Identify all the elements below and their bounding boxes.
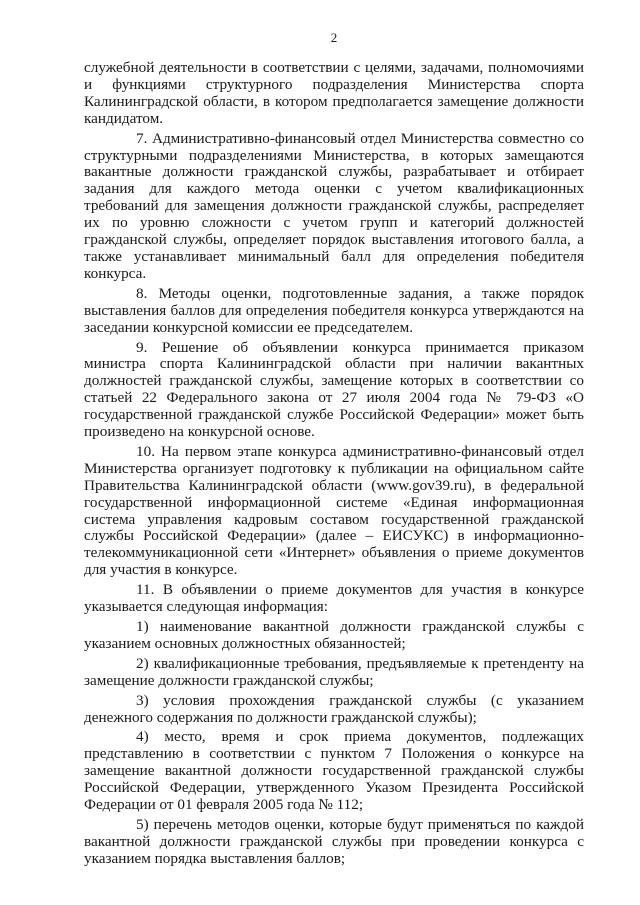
paragraph-continuation: служебной деятельности в соответствии с целями, задачами, полномочиями и функциями структурного подразделения Министерства спорта Калининградской области, в котором предполагается замещение должности кандидатом. <box>84 59 584 127</box>
paragraph-item-10: 10. На первом этапе конкурса административно-финансовый отдел Министерства организует подготовку к публикации на официальном сайте Правительства Калининградской области (www.gov39.ru), в федеральной государственной информационной системе «Единая информационная система управления кадровым составом государственной гражданской службы Российской Федерации» (далее – ЕИСУКС) в информационно-телекоммуникационной сети «Интернет» объявления о приеме документов для участия в конкурсе. <box>84 442 584 579</box>
list-item-1: 1) наименование вакантной должности гражданской службы с указанием основных должностных обязанностей; <box>84 618 584 652</box>
list-item-4: 4) место, время и срок приема документов, подлежащих представлению в соответствии с пунктом 7 Положения о конкурсе на замещение вакантной должности государственной гражданской службы Российской Федерации, утвержденного Указом Президента Российской Федерации от 01 февраля 2005 года № 112; <box>84 728 584 814</box>
paragraph-item-7: 7. Административно-финансовый отдел Министерства совместно со структурными подразделениями Министерства, в которых замещаются вакантные должности гражданской службы, разрабатывает и отбирает задания для каждого метода оценки с учетом квалификационных требований для замещения должности гражданской службы, распределяет их по уровню сложности с учетом групп и категорий должностей гражданской службы, определяет порядок выставления итогового балла, а также устанавливает минимальный балл для определения победителя конкурса. <box>84 129 584 282</box>
paragraph-item-11: 11. В объявлении о приеме документов для участия в конкурсе указывается следующая информация: <box>84 581 584 616</box>
list-item-5: 5) перечень методов оценки, которые будут применяться по каждой вакантной должности гражданской службы при проведении конкурса с указанием порядка выставления баллов; <box>84 815 584 867</box>
paragraph-item-8: 8. Методы оценки, подготовленные задания, а также порядок выставления баллов для определения победителя конкурса утверждаются на заседании конкурсной комиссии ее председателем. <box>84 284 584 336</box>
list-item-2: 2) квалификационные требования, предъявляемые к претенденту на замещение должности гражданской службы; <box>84 654 584 689</box>
page-number: 2 <box>330 30 338 45</box>
list-item-3: 3) условия прохождения гражданской службы (с указанием денежного содержания по должности гражданской службы); <box>84 691 584 726</box>
paragraph-item-9: 9. Решение об объявлении конкурса принимается приказом министра спорта Калининградской области при наличии вакантных должностей гражданской службы, замещение которых в соответствии со статьей 22 Федерального закона от 27 июля 2004 года № 79-ФЗ «О государственной гражданской службе Российской Федерации» может быть произведено на конкурсной основе. <box>84 338 584 441</box>
